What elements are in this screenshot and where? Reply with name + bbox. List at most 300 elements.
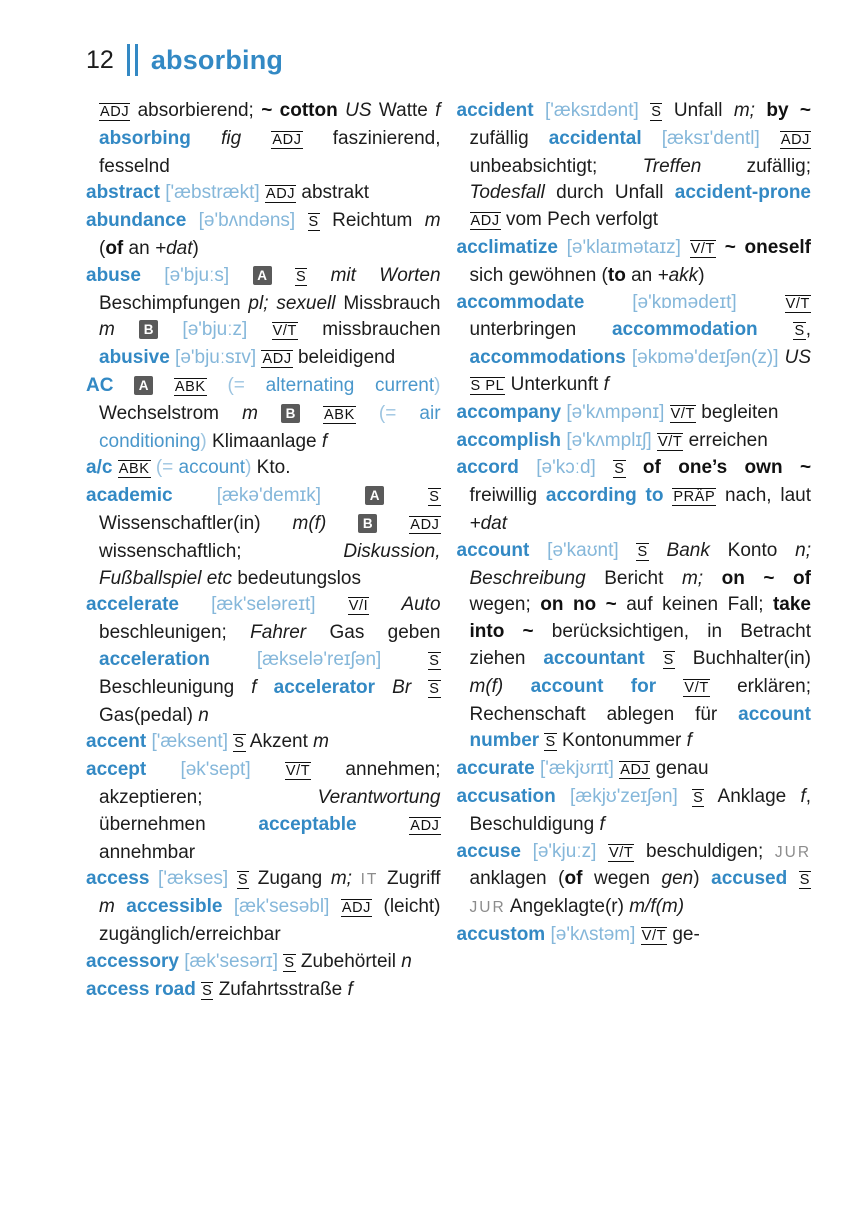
text-run: Wissenschaftler(in) [99, 512, 293, 534]
text-run: (leicht) zugänglich/erreichbar [99, 896, 441, 945]
italic-label: m(f) [292, 512, 327, 534]
entry-accomplish [457, 428, 812, 456]
italic-label: f [435, 100, 441, 121]
italic-label: f [599, 813, 605, 835]
headword: according to [545, 485, 664, 507]
text-run [716, 237, 725, 258]
text-run [534, 100, 545, 121]
pos-tag: ADJ [410, 817, 440, 834]
italic-label: Diskussion, Fußballspiel etc [99, 540, 441, 589]
italic-label: m [313, 731, 329, 753]
pos-tag: ADJ [262, 351, 292, 368]
pronunciation: ['æksɪdənt] [544, 100, 639, 121]
pronunciation: [æk'sesərɪ] [184, 950, 279, 972]
headword: accept [86, 759, 147, 781]
text-run: Beschleunigung [99, 676, 252, 698]
text-run [258, 403, 281, 424]
pos-tag: S [693, 789, 704, 806]
text-run [529, 540, 547, 561]
italic-label: Auto [401, 594, 441, 616]
pos-tag: S [799, 872, 811, 889]
text-run [153, 375, 174, 396]
entry-accustom [457, 922, 812, 950]
headword: abusive [99, 347, 170, 369]
entry-accept [86, 757, 441, 866]
text-run: auf keinen Fall; [616, 594, 773, 616]
text-run [384, 485, 428, 506]
headword: accomplish [456, 429, 562, 451]
pronunciation: ['ækses] [158, 868, 229, 890]
text-run [645, 648, 663, 669]
pronunciation: ['æbstrækt] [165, 182, 260, 204]
bold-phrase: ~ oneself [724, 236, 811, 258]
bold-phrase: to [607, 264, 626, 286]
text-run: Wechselstrom [99, 402, 243, 424]
headword: accountant [543, 647, 645, 669]
entry-accompany [457, 400, 812, 428]
pos-tag: S [429, 652, 440, 669]
subject-label: JUR [469, 899, 506, 917]
pos-tag: S [237, 872, 249, 889]
subject-label: JUR [774, 843, 812, 861]
headword: accusation [456, 785, 556, 807]
text-run [112, 457, 117, 478]
entry-academic [86, 483, 441, 592]
guide-word: absorbing [150, 44, 284, 75]
text-run: annehmen; akzeptieren; [99, 759, 441, 808]
bold-phrase: by ~ [766, 100, 811, 121]
text-run: Angeklagte(r) [505, 896, 630, 918]
text-run: Missbrauch [335, 292, 441, 314]
pronunciation: [ə'bjuːs] [164, 264, 230, 286]
headword: access [86, 868, 150, 890]
pronunciation: [ə'kʌmplɪʃ] [566, 429, 652, 451]
pos-tag: V/T [785, 295, 810, 312]
italic-label: m/f(m) [629, 896, 685, 918]
pronunciation: [ə'kʌmpənɪ] [566, 401, 665, 423]
text-run [272, 265, 295, 286]
text-run [210, 649, 257, 670]
pronunciation: [ə'kʌstəm] [550, 923, 636, 945]
bold-phrase: ~ cotton [261, 100, 338, 121]
entry-accusation [457, 784, 812, 839]
headword: accidental [548, 127, 642, 149]
text-run: ) [693, 868, 712, 890]
text-run: unterbringen [469, 319, 612, 341]
text-run: nach, laut [716, 485, 812, 507]
text-run [141, 265, 164, 286]
pos-tag: S [794, 323, 805, 340]
pos-tag: V/T [670, 405, 696, 422]
text-run: Buchhalter(in) [674, 647, 811, 669]
pronunciation: [æk'sesəbl] [233, 896, 330, 918]
text-run [649, 540, 667, 561]
text-run [179, 594, 211, 615]
pos-tag: ADJ [780, 131, 811, 148]
text-run: erklären; Rechenschaft ablegen für [469, 675, 812, 725]
sense-letter-badge: B [358, 514, 377, 533]
entry-abuse [86, 263, 441, 373]
cross-reference-punct: (= [378, 402, 420, 424]
headword: accelerator [273, 676, 376, 698]
text-run: zufällig; [701, 155, 812, 177]
pos-tag: S [429, 489, 440, 506]
text-run [329, 896, 340, 917]
italic-label: pl; [248, 292, 269, 314]
text-run [307, 265, 330, 286]
text-run [229, 265, 252, 286]
text-run: , Beschuldigung [469, 785, 812, 835]
text-run: Zubehörteil [295, 950, 402, 972]
entry-access-road [86, 977, 441, 1005]
text-run: missbrauchen [297, 319, 441, 341]
text-run [207, 375, 228, 396]
pronunciation: [ækselə'reɪʃən] [256, 648, 382, 670]
headword: acclimatize [456, 236, 558, 258]
italic-label: US [784, 347, 812, 369]
bold-phrase: on no ~ [540, 594, 617, 616]
text-run: vom Pech verfolgt [500, 209, 659, 231]
text-run [228, 868, 237, 889]
text-run: Klimaanlage [206, 430, 322, 452]
pronunciation: ['ækjʊrɪt] [539, 758, 614, 780]
text-run: beleidigend [292, 347, 396, 369]
italic-label: f [686, 730, 692, 752]
pronunciation: [ə'kɒmədeɪt] [632, 291, 737, 313]
pos-tag: V/T [285, 763, 311, 780]
text-run: Zugriff [378, 868, 441, 890]
text-run: wegen; [469, 594, 541, 616]
italic-label: f [321, 430, 328, 452]
text-run [295, 210, 307, 231]
pos-tag: S [637, 543, 648, 560]
text-run: Gas geben [306, 622, 441, 644]
text-run: beschleunigen; [99, 622, 251, 644]
pronunciation: [ækjʊ'zeɪʃən] [570, 785, 678, 807]
headword: account [456, 539, 530, 561]
pronunciation: [æksɪ'dentl] [661, 127, 760, 149]
text-run [787, 868, 799, 889]
pos-tag: V/T [684, 679, 709, 696]
pos-tag: S [651, 104, 662, 120]
text-run: beschuldigen; [634, 840, 775, 862]
header-divider-icon [127, 44, 138, 76]
bold-phrase: of [105, 237, 124, 259]
text-run: Konto [709, 539, 796, 561]
text-run [755, 100, 766, 121]
text-run [326, 513, 358, 534]
entry-abundance [86, 208, 441, 263]
headword: accident-prone [674, 182, 811, 204]
headword: accord [456, 457, 519, 479]
bold-phrase: of one’s own ~ [642, 457, 812, 479]
text-run [247, 319, 271, 340]
pos-tag: ABK [174, 378, 206, 395]
text-run [352, 868, 361, 889]
italic-label: n [401, 950, 412, 972]
cross-reference-punct: (= [155, 457, 179, 479]
right-column [457, 98, 812, 1004]
text-run: Anklage [704, 785, 801, 807]
entry-a-c [86, 455, 441, 483]
bold-phrase: of [564, 868, 583, 890]
text-run: Zufahrtsstraße [213, 978, 348, 1000]
text-run: Gas(pedal) [99, 704, 199, 726]
headword: acceleration [99, 648, 210, 670]
entry-accelerate [86, 592, 441, 729]
italic-label: f [251, 676, 257, 698]
text-run [321, 485, 365, 506]
headword: accuse [456, 840, 521, 862]
text-run: annehmbar [99, 841, 196, 863]
pos-tag: ADJ [100, 104, 130, 120]
text-run: Bericht [585, 567, 682, 589]
text-run [596, 841, 608, 862]
pos-tag: V/I [348, 598, 369, 615]
pos-tag: V/T [690, 240, 715, 257]
entry-accord [457, 455, 812, 537]
headword: access road [86, 978, 196, 1000]
italic-label: +dat [154, 237, 193, 259]
italic-label: mit Worten [330, 264, 441, 286]
entry-accessory [86, 949, 441, 977]
italic-label: Br [392, 676, 412, 698]
entry-account [457, 538, 812, 756]
headword: accurate [456, 758, 535, 780]
text-run: erreichen [683, 429, 768, 451]
page-number: 12 [86, 45, 114, 74]
text-run [357, 814, 410, 835]
headword: accommodate [456, 291, 585, 313]
text-run [663, 485, 672, 506]
text-run: wissenschaftlich; [99, 540, 344, 562]
italic-label: m [99, 319, 115, 341]
cross-reference: alternating current [265, 374, 435, 396]
text-run [369, 594, 401, 615]
text-run [635, 924, 640, 945]
text-run: ge- [667, 923, 700, 945]
pos-tag: ADJ [620, 762, 650, 779]
italic-label: Verantwortung [317, 786, 441, 808]
italic-label: f [347, 978, 353, 1000]
pos-tag: ADJ [410, 516, 440, 533]
headword: account number [469, 703, 811, 752]
pos-tag: S [545, 734, 556, 751]
entry-absorbing-continuation [86, 98, 441, 180]
text-run: Reichtum [319, 210, 425, 232]
entry-accident [457, 98, 812, 235]
text-run [251, 759, 285, 780]
text-run [737, 292, 785, 313]
headword: accused [711, 868, 788, 890]
text-run: übernehmen [99, 813, 259, 835]
text-run: Unfall [662, 100, 734, 121]
text-run [149, 868, 158, 889]
headword: accident [456, 100, 534, 121]
pos-tag: S [234, 735, 245, 752]
text-run [146, 759, 180, 780]
text-run [639, 100, 650, 121]
headword: accommodations [469, 347, 626, 369]
italic-label: f [800, 785, 806, 807]
bold-phrase: on ~ of [721, 567, 811, 589]
text-run: genau [650, 758, 709, 780]
pronunciation: [æk'seləreɪt] [211, 594, 316, 616]
pronunciation: [ə'klaɪmətaɪz] [566, 236, 681, 258]
text-run: an [123, 237, 155, 259]
text-run: faszinierend, fesselnd [99, 127, 441, 177]
text-run [626, 457, 643, 478]
headword: accessible [126, 896, 223, 918]
headword: acceptable [258, 813, 357, 835]
page-header [0, 0, 851, 92]
text-run: absorbierend; [130, 100, 262, 121]
text-run [115, 319, 139, 340]
text-run [584, 292, 632, 313]
italic-label: Todesfall [469, 182, 545, 204]
headword: academic [86, 485, 173, 507]
headword: accent [86, 731, 147, 753]
text-run [656, 676, 683, 697]
text-run [191, 128, 221, 149]
pronunciation: [ə'kjuːz] [532, 840, 597, 862]
sense-letter-badge: B [281, 404, 300, 423]
text-run: unbeabsichtigt; [469, 155, 643, 177]
pronunciation: [ə'kaʊnt] [547, 539, 619, 561]
pos-tag: V/T [657, 433, 683, 450]
text-run: anklagen ( [469, 868, 565, 890]
headword: accommodation [611, 319, 758, 341]
entry-accuse [457, 839, 812, 922]
pronunciation: [ə'kɔːd] [536, 457, 596, 479]
text-run [113, 375, 134, 396]
headword: AC [86, 374, 114, 396]
text-run [678, 786, 692, 807]
italic-label: n [198, 704, 209, 726]
italic-label: Fahrer [250, 622, 307, 644]
text-run [503, 676, 530, 697]
text-run [596, 457, 613, 478]
sense-letter-badge: A [253, 266, 272, 285]
italic-label: m; [733, 100, 755, 121]
text-run: an [625, 264, 658, 286]
pos-tag: PRÄP [673, 489, 716, 506]
cross-reference: air conditioning [99, 402, 441, 452]
entry-access [86, 866, 441, 948]
text-run [356, 403, 379, 424]
pos-tag: ADJ [341, 900, 372, 917]
cross-reference-punct: ) [245, 457, 252, 479]
bold-phrase: take into ~ [469, 594, 811, 643]
text-run: , [805, 319, 812, 341]
text-run [411, 677, 428, 698]
headword: abundance [86, 210, 187, 232]
pos-tag: V/T [641, 927, 667, 944]
text-run: begleiten [696, 401, 779, 423]
italic-label: Beschreibung [469, 567, 586, 589]
text-run: wegen [582, 868, 662, 890]
text-run [619, 540, 637, 561]
text-run: ) [698, 264, 705, 286]
text-run: Kontonummer [556, 730, 687, 752]
text-run: freiwillig [469, 485, 546, 507]
text-run [316, 594, 348, 615]
text-run [556, 786, 570, 807]
italic-label: f [603, 373, 609, 395]
text-run [186, 210, 198, 231]
text-run: bedeutungslos [232, 567, 361, 589]
pos-tag: S [429, 680, 440, 697]
pronunciation: [ək'sept] [180, 759, 251, 781]
entry-ac [86, 373, 441, 455]
headword: accelerate [86, 594, 179, 616]
text-run [377, 513, 409, 534]
headword: a/c [86, 457, 113, 479]
text-run [375, 677, 392, 698]
text-run: Watte [371, 100, 436, 121]
headword: abstract [86, 182, 160, 204]
text-run [222, 896, 233, 917]
italic-label: gen [661, 868, 694, 890]
italic-label: fig [221, 127, 242, 149]
pos-tag: S [295, 268, 307, 285]
entry-accurate [457, 756, 812, 784]
text-run: Unterkunft [505, 373, 604, 395]
text-run [760, 128, 780, 149]
italic-label: m [242, 402, 258, 424]
text-run [681, 237, 690, 258]
italic-label: sexuell [276, 292, 336, 314]
sense-letter-badge: A [365, 486, 384, 505]
italic-label: m; [681, 567, 704, 589]
text-run [664, 402, 669, 423]
pos-tag: S [202, 982, 213, 999]
italic-label: +akk [657, 264, 699, 286]
entry-accommodate [457, 290, 812, 400]
pronunciation: ['æksent] [151, 731, 228, 753]
text-run [521, 841, 533, 862]
italic-label: Treffen [642, 155, 702, 177]
text-run [338, 100, 345, 121]
headword: absorbing [99, 127, 191, 149]
text-run [257, 677, 274, 698]
italic-label: US [345, 100, 372, 121]
pos-tag: V/T [272, 323, 297, 340]
pronunciation: [ə'bjuːz] [182, 319, 248, 341]
pos-tag: S [614, 461, 625, 478]
cross-reference-punct: (= [227, 374, 266, 396]
italic-label: n; [795, 539, 811, 561]
headword: accustom [456, 923, 546, 945]
text-run [300, 403, 323, 424]
italic-label: Bank [666, 539, 710, 561]
text-run: sich gewöhnen ( [469, 264, 608, 286]
text-run [381, 649, 428, 670]
entry-abstract [86, 180, 441, 208]
pronunciation: [ə'bʌndəns] [198, 210, 296, 232]
pos-tag: ADJ [265, 186, 296, 203]
text-run: Zugang [249, 868, 331, 890]
pos-tag: ADJ [272, 131, 302, 148]
text-run: ( [99, 237, 106, 259]
text-run: Akzent [245, 731, 314, 753]
pos-tag: S [308, 214, 319, 231]
headword: accessory [86, 950, 179, 972]
pos-tag: S [663, 651, 674, 668]
entry-acclimatize [457, 235, 812, 290]
text-run [758, 319, 794, 340]
pos-tag: ADJ [470, 213, 500, 230]
